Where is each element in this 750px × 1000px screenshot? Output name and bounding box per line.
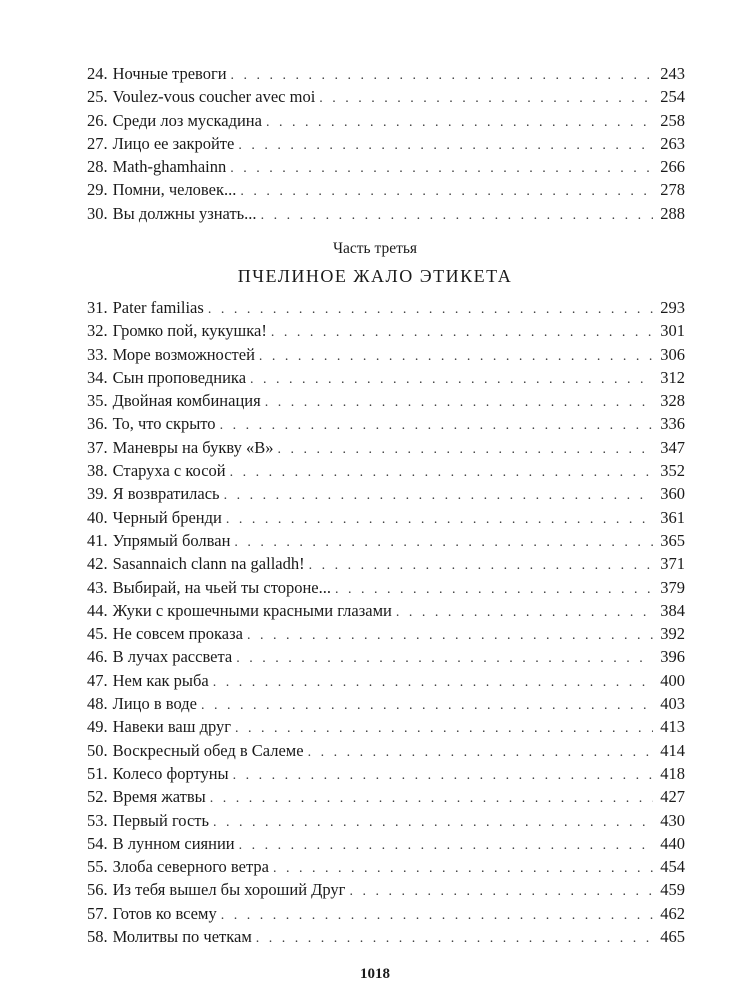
toc-entry [87,366,685,389]
chapter-number: 44. [87,600,108,620]
chapter-page: 440 [660,833,685,853]
chapter-number: 38. [87,461,108,481]
toc-entry [87,739,685,762]
chapter-number: 24. [87,64,108,83]
dot-leader [234,531,653,554]
chapter-page: 336 [660,414,685,434]
chapter-number: 42. [87,554,108,574]
toc-entry [87,855,685,878]
toc-entry [87,459,685,482]
dot-leader [213,671,653,694]
chapter-number: 35. [87,391,108,411]
dot-leader [250,368,653,391]
chapter-page: 465 [660,927,685,947]
chapter-title: Я возвратилась [112,484,220,504]
toc-entry [87,925,685,948]
chapter-number: 39. [87,484,108,504]
chapter-page: 306 [660,344,685,364]
chapter-title: Лицо ее закройте [112,133,235,153]
chapter-title: Sasannaich clann na galladh! [112,554,305,574]
chapter-number: 41. [87,530,108,550]
chapter-page: 243 [660,64,685,83]
toc-entry [87,645,685,668]
toc-entry [87,762,685,785]
chapter-title: Нем как рыба [112,670,209,690]
chapter-page: 371 [660,554,685,574]
toc-entry [87,552,685,575]
chapter-page: 414 [660,740,685,760]
chapter-page: 400 [660,670,685,690]
chapter-title: Время жатвы [112,787,206,807]
chapter-number: 34. [87,367,108,387]
dot-leader [266,111,653,134]
chapter-page: 454 [660,857,685,877]
chapter-page: 365 [660,530,685,550]
chapter-number: 52. [87,787,108,807]
dot-leader [213,811,653,834]
chapter-title: Злоба северного ветра [112,857,269,877]
toc-entry [87,319,685,342]
toc-entry [87,809,685,832]
toc-entry [87,155,685,178]
toc-entry [87,902,685,925]
chapter-number: 47. [87,670,108,690]
dot-leader [226,508,653,531]
toc-entry [87,436,685,459]
toc-entry [87,878,685,901]
chapter-title: Навеки ваш друг [112,717,232,737]
chapter-title: Voulez-vous coucher avec moi [112,87,316,107]
chapter-title: Из тебя вышел бы хороший Друг [112,880,346,900]
chapter-page: 459 [660,880,685,900]
chapter-number: 25. [87,87,108,107]
chapter-title: Сын проповедника [112,367,247,387]
toc-entry [87,599,685,622]
chapter-number: 29. [87,180,108,200]
dot-leader [236,647,653,670]
chapter-number: 50. [87,740,108,760]
chapter-page: 384 [660,600,685,620]
toc-list-part-two [87,62,685,225]
chapter-title: Не совсем проказа [112,624,243,644]
dot-leader [208,298,653,321]
dot-leader [201,694,653,717]
dot-leader [231,64,653,87]
dot-leader [309,554,653,577]
toc-entry [87,506,685,529]
chapter-number: 30. [87,203,108,223]
chapter-page: 430 [660,810,685,830]
dot-leader [230,157,653,180]
dot-leader [230,461,653,484]
chapter-number: 31. [87,298,108,317]
toc-entry [87,202,685,225]
chapter-page: 301 [660,321,685,341]
dot-leader [261,204,653,227]
chapter-number: 32. [87,321,108,341]
dot-leader [256,927,653,950]
toc-list-part-three [87,296,685,948]
chapter-number: 58. [87,927,108,947]
chapter-number: 33. [87,344,108,364]
chapter-page: 254 [660,87,685,107]
page-number: 1018 [360,966,390,982]
chapter-number: 53. [87,810,108,830]
chapter-title: То, что скрыто [112,414,216,434]
chapter-title: Вы должны узнать... [112,203,257,223]
dot-leader [319,87,653,110]
dot-leader [224,484,653,507]
chapter-title: Лицо в воде [112,694,197,714]
chapter-number: 40. [87,507,108,527]
chapter-title: Первый гость [112,810,210,830]
chapter-title: Упрямый болван [112,530,231,550]
chapter-title: В лучах рассвета [112,647,233,667]
toc-entry [87,109,685,132]
chapter-page: 266 [660,157,685,177]
chapter-page: 361 [660,507,685,527]
chapter-title: Громко пой, кукушка! [112,321,267,341]
toc-entry [87,692,685,715]
dot-leader [239,834,653,857]
chapter-number: 55. [87,857,108,877]
toc-entry [87,669,685,692]
chapter-title: Старуха с косой [112,461,226,481]
chapter-title: Ночные тревоги [112,64,227,83]
toc-entry [87,785,685,808]
chapter-page: 347 [660,437,685,457]
chapter-page: 392 [660,624,685,644]
dot-leader [396,601,653,624]
chapter-page: 288 [660,203,685,223]
chapter-page: 293 [660,298,685,317]
chapter-title: Среди лоз мускадина [112,110,262,130]
chapter-number: 56. [87,880,108,900]
toc-entry [87,178,685,201]
chapter-page: 462 [660,903,685,923]
chapter-title: В лунном сиянии [112,833,235,853]
chapter-title: Воскресный обед в Салеме [112,740,304,760]
chapter-number: 46. [87,647,108,667]
chapter-number: 54. [87,833,108,853]
chapter-page: 352 [660,461,685,481]
toc-entry [87,85,685,108]
chapter-page: 328 [660,391,685,411]
toc-entry [87,832,685,855]
toc-entry [87,715,685,738]
dot-leader [235,717,653,740]
toc-entry [87,62,685,85]
dot-leader [233,764,653,787]
chapter-title: Выбирай, на чьей ты стороне... [112,577,331,597]
chapter-title: Math-ghamhainn [112,157,227,177]
dot-leader [271,321,653,344]
chapter-number: 37. [87,437,108,457]
chapter-title: Море возможностей [112,344,255,364]
chapter-title: Помни, человек... [112,180,237,200]
dot-leader [335,578,653,601]
dot-leader [273,857,653,880]
toc-entry [87,296,685,319]
toc-entry [87,343,685,366]
chapter-number: 28. [87,157,108,177]
dot-leader [277,438,653,461]
chapter-page: 258 [660,110,685,130]
chapter-title: Черный бренди [112,507,222,527]
toc-entry [87,132,685,155]
dot-leader [259,345,653,368]
chapter-title: Колесо фортуны [112,763,229,783]
toc-entry [87,622,685,645]
dot-leader [221,904,653,927]
chapter-number: 26. [87,110,108,130]
dot-leader [220,414,653,437]
dot-leader [308,741,653,764]
chapter-page: 427 [660,787,685,807]
chapter-page: 379 [660,577,685,597]
chapter-number: 57. [87,903,108,923]
toc-entry [87,482,685,505]
part-label: Часть третья [332,240,418,257]
toc-entry [87,412,685,435]
part-title: ПЧЕЛИНОЕ ЖАЛО ЭТИКЕТА [237,266,513,286]
chapter-page: 278 [660,180,685,200]
chapter-title: Жуки с крошечными красными глазами [112,600,392,620]
chapter-page: 413 [660,717,685,737]
toc-entry [87,529,685,552]
chapter-number: 43. [87,577,108,597]
dot-leader [247,624,653,647]
dot-leader [240,180,653,203]
dot-leader [265,391,653,414]
chapter-number: 51. [87,763,108,783]
dot-leader [210,787,653,810]
toc-entry [87,389,685,412]
dot-leader [349,880,653,903]
chapter-number: 45. [87,624,108,644]
chapter-page: 418 [660,763,685,783]
chapter-title: Готов ко всему [112,903,217,923]
chapter-page: 403 [660,694,685,714]
toc-entry [87,576,685,599]
chapter-page: 312 [660,367,685,387]
chapter-title: Pater familias [112,298,204,317]
chapter-title: Молитвы по четкам [112,927,252,947]
chapter-page: 263 [660,133,685,153]
chapter-title: Двойная комбинация [112,391,261,411]
chapter-number: 49. [87,717,108,737]
chapter-title: Маневры на букву «В» [112,437,274,457]
chapter-number: 36. [87,414,108,434]
chapter-number: 27. [87,133,108,153]
chapter-page: 360 [660,484,685,504]
chapter-number: 48. [87,694,108,714]
chapter-page: 396 [660,647,685,667]
dot-leader [238,134,653,157]
